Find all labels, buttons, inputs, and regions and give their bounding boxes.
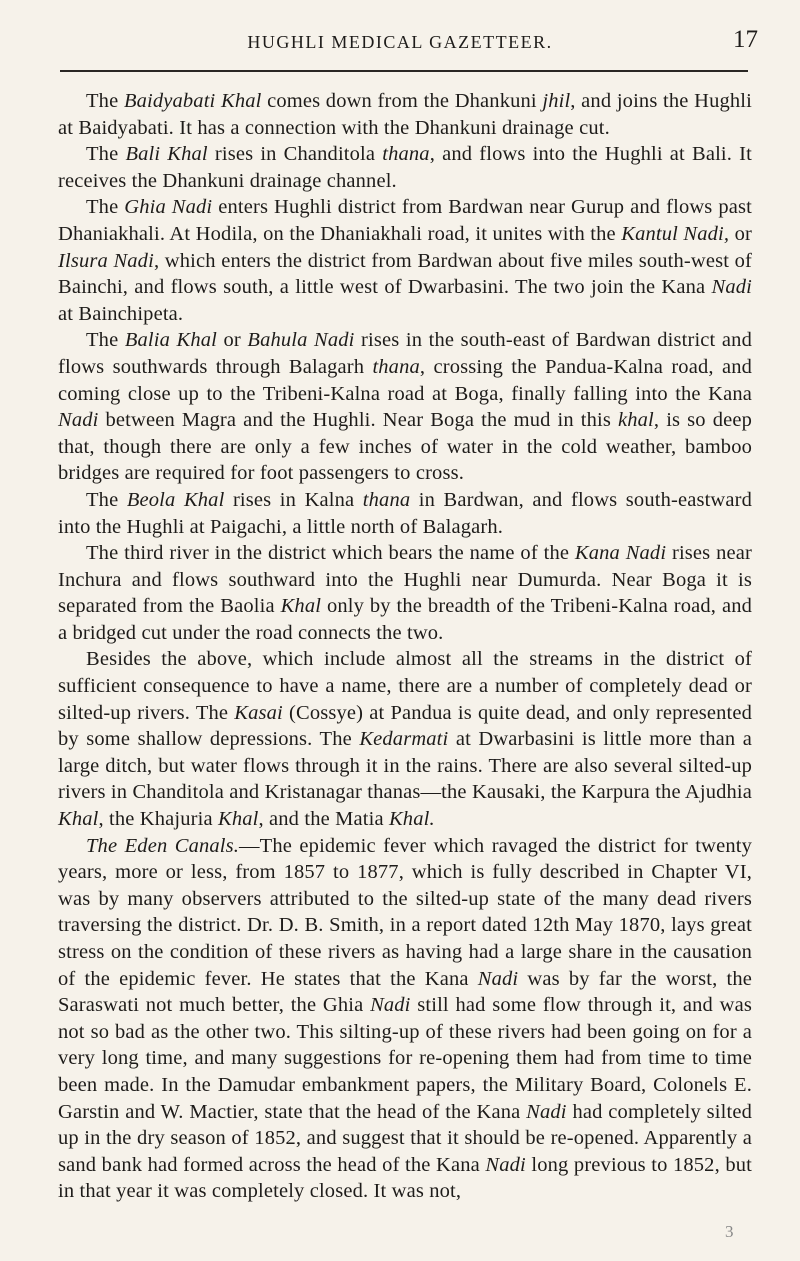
- text-span: or: [217, 329, 248, 352]
- italic-text: Balia Khal: [124, 329, 217, 352]
- paragraph: [58, 833, 752, 1205]
- italic-text: Kasai: [234, 701, 283, 724]
- running-title: HUGHLI MEDICAL GAZETTEER.: [247, 32, 553, 52]
- italic-text: Nadi: [370, 994, 411, 1017]
- italic-text: Nadi: [711, 276, 752, 299]
- text-span: The: [86, 196, 125, 219]
- text-span: , and joins the Hughli at Baidyabati. It has a connection with the Dhankuni drainage cut.: [58, 90, 752, 139]
- text-span: The: [86, 329, 125, 352]
- paragraph: [58, 646, 752, 832]
- text-span: had completely silted up in the dry season of 1852, and suggest that it should be re-opened. Apparently a sand bank had formed across the head of the Kana: [58, 1100, 752, 1176]
- page-number: 17: [733, 26, 758, 53]
- italic-text: Khal: [58, 808, 99, 831]
- italic-text: jhil: [542, 90, 571, 112]
- text-span: The third river in the district which bears the name of the: [86, 542, 575, 565]
- italic-text: thana: [382, 143, 430, 166]
- italic-text: Nadi: [526, 1100, 567, 1123]
- text-span: The: [86, 90, 124, 112]
- header-rule: [60, 70, 748, 72]
- paragraph: [58, 487, 752, 540]
- text-span: , and flows into the Hughli at Bali. It receives the Dhankuni drainage channel.: [58, 143, 752, 192]
- text-span: enters Hughli district from Bardwan near Gurup and flows past Dhaniakhali. At Hodila, on the Dhaniakhali road, it unites with the: [58, 196, 752, 245]
- italic-text: Nadi: [477, 967, 519, 990]
- italic-text: Ghia Nadi: [124, 196, 213, 219]
- text-span: only by the breadth of the Tribeni-Kalna road, and a bridged cut under the road connects the two.: [58, 595, 753, 644]
- text-span: The: [86, 143, 126, 166]
- text-span: at Dwarbasini is little more than a large ditch, but water flows through it in the rains. There are also several silted-up rivers in Chanditola and Kristanagar thanas—the Kausaki, the Karpura the Ajudhia: [58, 728, 752, 804]
- signature-mark: 3: [725, 1222, 734, 1241]
- text-span: rises in the south-east of Bardwan district and flows southwards through Balagarh: [58, 329, 752, 378]
- italic-text: khal: [618, 409, 654, 432]
- text-span: (Cossye) at Pandua is quite dead, and only represented by some shallow depressions. The: [58, 701, 753, 751]
- paragraph: [58, 88, 752, 141]
- italic-text: Khal.: [388, 808, 435, 831]
- text-span: Besides the above, which include almost all the streams in the district of sufficient consequence to have a name, there are a number of completely dead or silted-up rivers. The: [58, 648, 752, 724]
- italic-text: Kedarmati: [359, 728, 449, 751]
- text-span: , is so deep that, though there are only a few inches of water in the cold weather, bamboo bridges are required for foot passengers to cross.: [58, 409, 753, 485]
- text-span: —The epidemic fever which ravaged the district for twenty years, more or less, from 1857 to 1877, which is fully described in Chapter VI, was by many observers attributed to the silted-up state of the many dead rivers traversing the district. Dr. D. B. Smith, in a report dated 12th May 1870, lays great stress on the condition of these rivers as having had a large share in the causation of the epidemic fever. He states that the Kana: [58, 834, 752, 990]
- italic-text: Bahula Nadi: [247, 329, 355, 352]
- italic-text: Ilsura Nadi: [58, 249, 154, 272]
- text-span: was by far the worst, the Saraswati not much better, the Ghia: [58, 967, 752, 1017]
- body-text: [58, 88, 752, 1205]
- text-span: comes down from the Dhankuni: [261, 90, 543, 112]
- text-span: , the Khajuria: [98, 808, 218, 831]
- italic-text: Kana Nadi: [574, 542, 667, 565]
- text-span: rises in Chanditola: [207, 143, 383, 166]
- text-span: , crossing the Pandua-Kalna road, and coming close up to the Tribeni-Kalna road at Boga, finally falling into the Kana: [58, 355, 752, 405]
- italic-text: The Eden Canals.: [86, 834, 240, 857]
- paragraph: [58, 540, 752, 646]
- text-span: rises near Inchura and flows southward into the Hughli near Dumurda. Near Boga it is separated from the Baolia: [58, 542, 752, 618]
- italic-text: Kantul Nadi,: [621, 222, 730, 245]
- page-header: [30, 26, 770, 60]
- italic-text: thana: [362, 488, 411, 511]
- italic-text: Baidyabati Khal: [123, 90, 262, 112]
- text-span: , and the Matia: [258, 808, 389, 831]
- text-span: long previous to 1852, but in that year it was completely closed. It was not,: [58, 1153, 752, 1203]
- text-span: or: [729, 222, 753, 245]
- italic-text: Khal: [280, 595, 322, 618]
- text-span: between Magra and the Hughli. Near Boga the mud in this: [98, 409, 618, 432]
- italic-text: Bali Khal: [125, 143, 208, 166]
- italic-text: thana: [372, 355, 420, 378]
- paragraph: [58, 327, 752, 487]
- text-span: at Bainchipeta.: [58, 302, 184, 325]
- text-span: rises in Kalna: [224, 488, 363, 511]
- italic-text: Khal: [218, 808, 259, 831]
- italic-text: Nadi: [58, 409, 99, 432]
- paragraph: [58, 194, 752, 327]
- italic-text: Nadi: [485, 1153, 526, 1176]
- text-span: , which enters the district from Bardwan about five miles south-west of Bainchi, and flows south, a little west of Dwarbasini. The two join the Kana: [58, 249, 753, 299]
- text-span: in Bardwan, and flows south-eastward into the Hughli at Paigachi, a little north of Balagarh.: [58, 488, 752, 538]
- paragraph: [58, 141, 752, 194]
- text-span: The: [86, 488, 127, 511]
- text-span: still had some flow through it, and was not so bad as the other two. This silting-up of these rivers had been going on for a very long time, and many suggestions for re-opening them had from time to time been made. In the Damudar embankment papers, the Military Board, Colonels E. Garstin and W. Mactier, state that the head of the Kana: [58, 994, 752, 1123]
- italic-text: Beola Khal: [126, 488, 225, 511]
